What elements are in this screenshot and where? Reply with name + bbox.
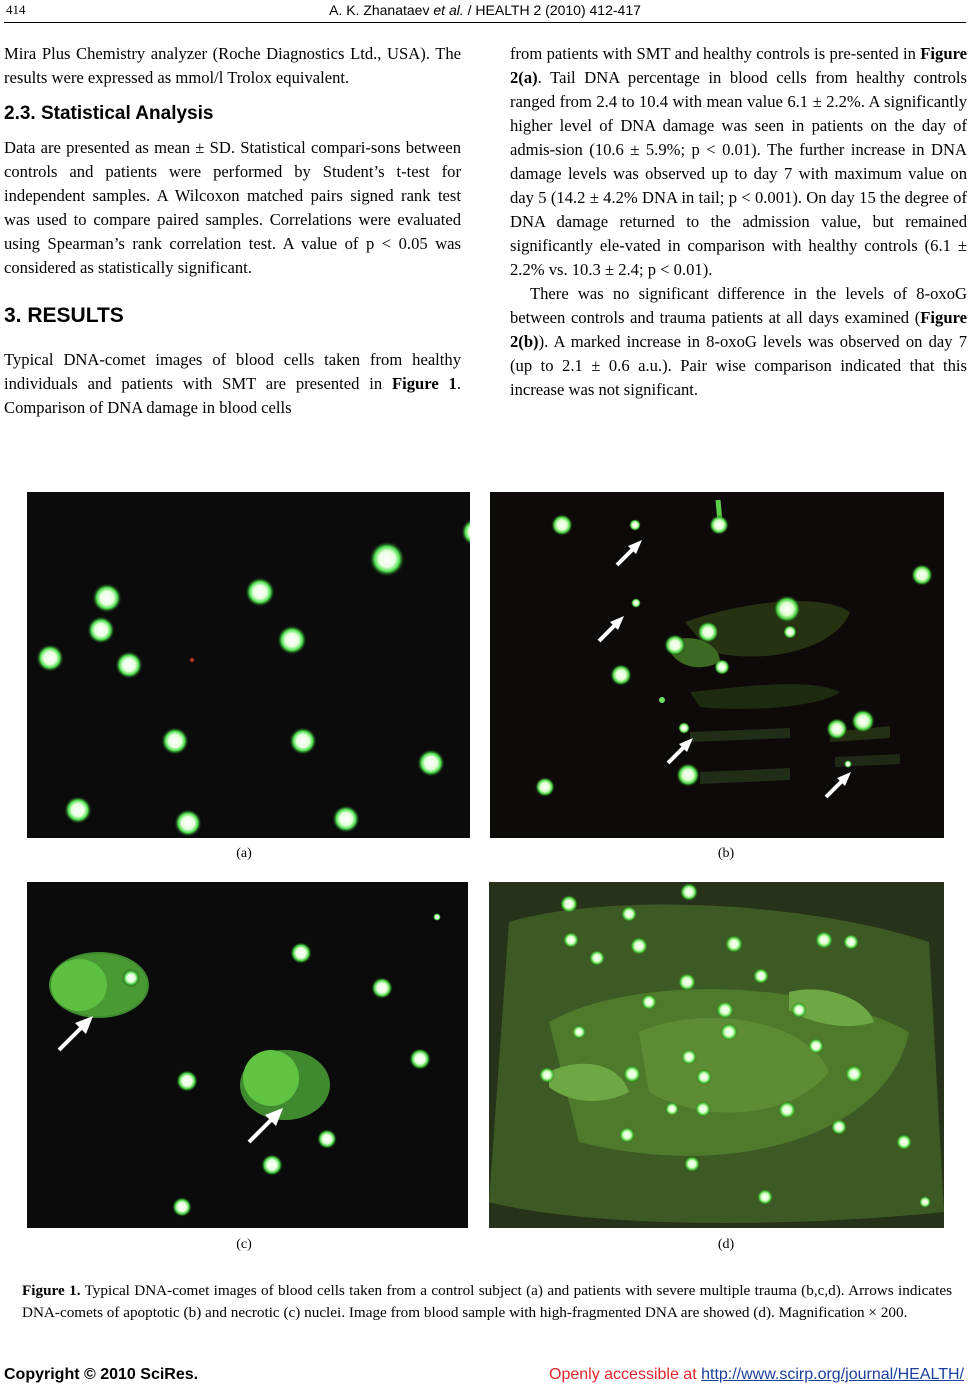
panel-a-image: [27, 492, 470, 838]
heading-results: 3. RESULTS: [4, 304, 124, 327]
open-access-notice: Openly accessible at http://www.scirp.org/journal/HEALTH/: [549, 1366, 964, 1383]
arrow-icon: [665, 734, 697, 766]
left-column: [4, 42, 461, 420]
figure-2b-reference[interactable]: Figure 2(b): [510, 308, 967, 351]
paragraph-8-oxog: There was no significant difference in the levels of 8-oxoG between controls and trauma patients at all days examined (Figure 2(b)). A marked increase in 8-oxoG levels was observed on day 7 (up to 2.1 ± 0.6 a.u.). Pair wise comparison indicated that this increase was not significant.: [510, 284, 967, 399]
paragraph-methods-end: Mira Plus Chemistry analyzer (Roche Diagnostics Ltd., USA). The results were expressed as mmol/l Trolox equivalent.: [4, 44, 461, 87]
running-head-journal: / HEALTH 2 (2010) 412-417: [463, 2, 641, 18]
panel-c-image: [27, 882, 468, 1228]
arrow-icon: [55, 1012, 97, 1054]
running-head-authors: A. K. Zhanataev: [329, 2, 434, 18]
figure-2a-reference[interactable]: Figure 2(a): [510, 44, 967, 87]
panel-label-d: (d): [717, 1237, 735, 1252]
journal-url-link[interactable]: http://www.scirp.org/journal/HEALTH/: [701, 1366, 964, 1383]
arrow-icon: [596, 612, 628, 644]
panel-d-image: [489, 882, 944, 1228]
paragraph-results: Typical DNA-comet images of blood cells taken from healthy individuals and patients with SMT are presented in Figure 1. Comparison of DNA damage in blood cells: [4, 350, 461, 417]
panel-label-c: (c): [236, 1237, 252, 1252]
header-rule: [4, 22, 966, 23]
arrow-icon: [823, 768, 855, 800]
copyright-notice: Copyright © 2010 SciRes.: [4, 1366, 199, 1383]
paragraph-statistical-analysis: Data are presented as mean ± SD. Statistical compari-sons between controls and patients were performed by Student’s t-test for independent samples. A Wilcoxon matched pairs signed rank test was used to compare paired samples. Correlations were evaluated using Spearman’s rank correlation test. A value of p < 0.05 was considered as statistically significant.: [4, 138, 461, 277]
figure-panel-b: [490, 492, 944, 838]
panel-label-a: (a): [236, 846, 252, 861]
page-number: 414: [6, 2, 26, 17]
figure-caption-label: Figure 1.: [22, 1282, 81, 1300]
arrow-icon: [245, 1104, 287, 1146]
arrow-icon: [614, 536, 646, 568]
running-head-etal: et al.: [433, 2, 464, 18]
running-head: [0, 2, 970, 18]
figure-caption-text: Typical DNA-comet images of blood cells taken from a control subject (a) and patients with severe multiple trauma (b,c,d). Arrows indicates DNA-comets of apoptotic (b) and necrotic (c) nuclei. Image from blood sample with high-fragmented DNA are showed (d). Magnification × 200.: [22, 1282, 952, 1322]
panel-label-b: (b): [717, 846, 735, 861]
right-column: [510, 42, 967, 402]
figure-panel-c: [27, 882, 468, 1228]
panel-b-image: [490, 492, 944, 838]
figure-panel-d: [489, 882, 944, 1228]
figure-caption: [22, 1280, 952, 1324]
paragraph-dna-damage: from patients with SMT and healthy controls is pre-sented in Figure 2(a). Tail DNA percentage in blood cells from healthy controls ranged from 2.4 to 10.4 with mean value 6.1 ± 2.2%. A significantly higher level of DNA damage was seen in patients on the day of admis-sion (10.6 ± 5.9%; p < 0.01). The further increase in DNA damage levels was observed up to day 7 with maximum value on day 5 (14.2 ± 4.2% DNA in tail; p < 0.001). On day 15 the degree of DNA damage returned to the admission value, but remained significantly ele-vated in comparison with healthy controls (6.1 ± 2.2% vs. 10.3 ± 2.4; p < 0.01).: [510, 44, 967, 279]
heading-statistical-analysis: 2.3. Statistical Analysis: [4, 103, 214, 124]
figure-panel-a: [27, 492, 470, 838]
figure-1-reference[interactable]: Figure 1: [392, 374, 457, 393]
